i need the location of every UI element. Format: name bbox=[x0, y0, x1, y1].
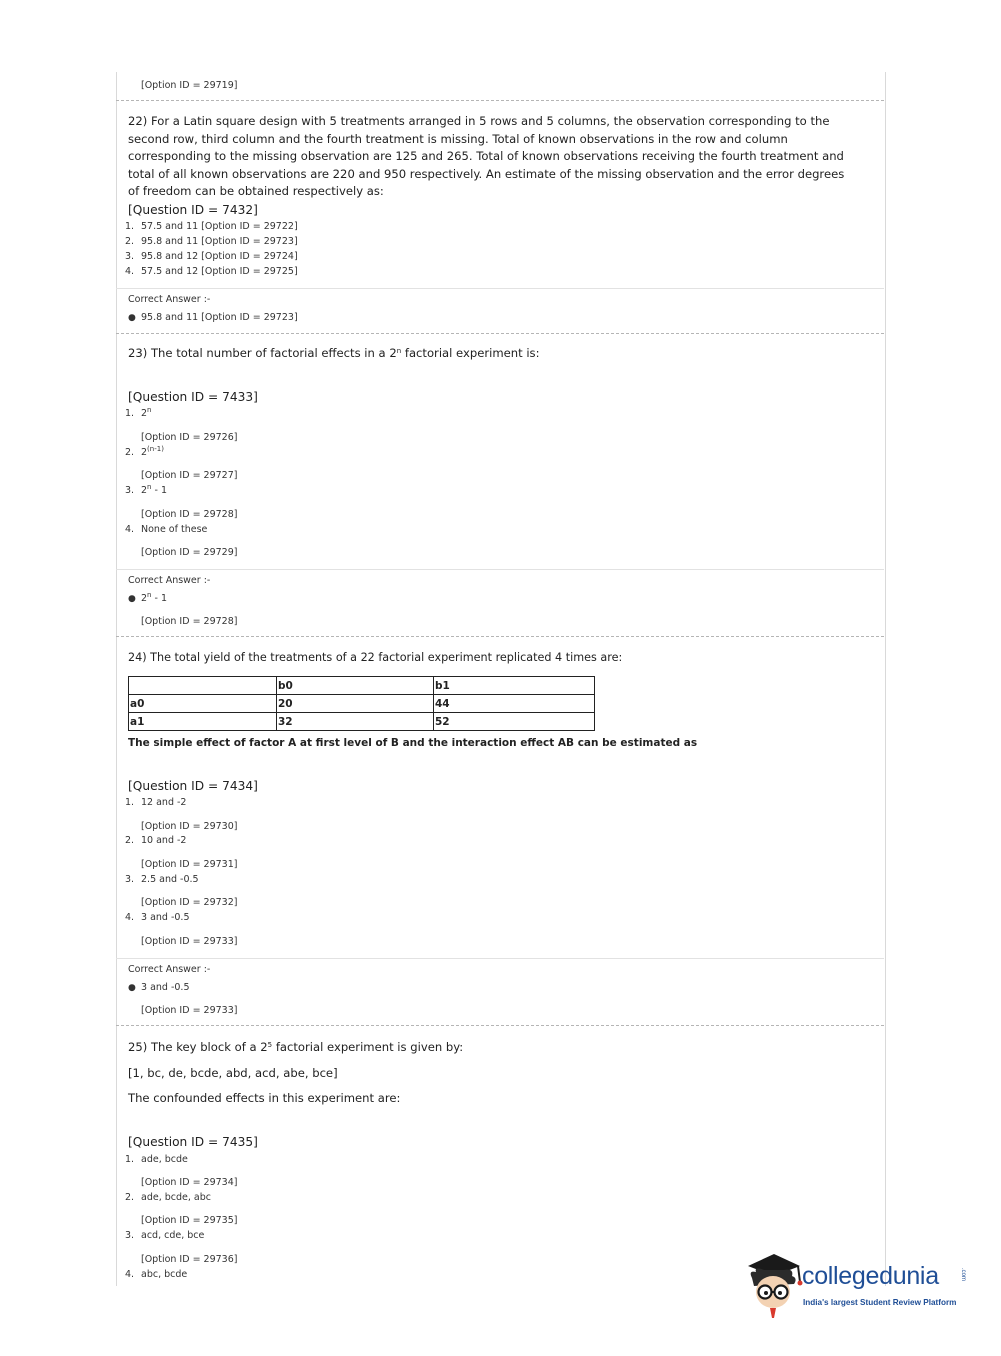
correct-answer-label: Correct Answer :- bbox=[128, 575, 211, 586]
correct-answer-label: Correct Answer :- bbox=[128, 964, 211, 975]
table-cell: 52 bbox=[434, 713, 595, 731]
question-22-line-1: 22) For a Latin square design with 5 treatments arranged in 5 rows and 5 columns, the observation corresponding to the bbox=[128, 114, 830, 128]
key-block: [1, bc, de, bcde, abd, acd, abe, bce] bbox=[128, 1066, 338, 1080]
question-23: 23) The total number of factorial effects in a 2$^n$ factorial experiment is: bbox=[128, 346, 540, 360]
mascot-logo-icon bbox=[740, 1248, 810, 1318]
question-23-id: [Question ID = 7433] bbox=[128, 390, 258, 404]
table-cell: b0 bbox=[277, 677, 434, 695]
table-row bbox=[129, 677, 595, 695]
table-cell: a1 bbox=[129, 713, 277, 731]
question-23-option-3[interactable]: 3. 2$^n$ - 1 bbox=[125, 483, 167, 496]
table-cell: 20 bbox=[277, 695, 434, 713]
question-22-line-2: second row, third column and the fourth treatment is missing. Total of known observations in the row and column bbox=[128, 131, 788, 146]
option-id: [Option ID = 29735] bbox=[141, 1215, 238, 1226]
option-id: [Option ID = 29727] bbox=[141, 470, 238, 481]
question-separator bbox=[116, 636, 884, 637]
table-cell: 44 bbox=[434, 695, 595, 713]
option-id: [Option ID = 29734] bbox=[141, 1177, 238, 1188]
question-22-option-2[interactable]: 2. 95.8 and 11 [Option ID = 29723] bbox=[125, 236, 298, 247]
question-23-option-1[interactable]: 1. 2$^n$ bbox=[125, 406, 152, 419]
answer-divider bbox=[116, 569, 884, 570]
logo-wordmark: collegedunia bbox=[802, 1262, 939, 1290]
table-row bbox=[129, 713, 595, 731]
question-24-option-2[interactable]: 2. 10 and -2 bbox=[125, 835, 187, 846]
correct-answer-23: ● 2$^n$ - 1 bbox=[128, 591, 167, 604]
table-row bbox=[129, 695, 595, 713]
question-25: 25) The key block of a $2^5$ factorial experiment is given by: bbox=[128, 1040, 464, 1054]
correct-answer-24: ● 3 and -0.5 bbox=[128, 982, 190, 993]
question-25-option-2[interactable]: 2. ade, bcde, abc bbox=[125, 1192, 211, 1203]
question-25-option-3[interactable]: 3. acd, cde, bce bbox=[125, 1230, 205, 1241]
answer-divider bbox=[116, 288, 884, 289]
option-id: [Option ID = 29729] bbox=[141, 547, 238, 558]
question-23-option-2[interactable]: 2. 2$^{(n-1)}$ bbox=[125, 445, 164, 458]
option-id: [Option ID = 29733] bbox=[141, 1005, 238, 1016]
question-25-option-4[interactable]: 4. abc, bcde bbox=[125, 1269, 188, 1280]
question-24-option-3[interactable]: 3. 2.5 and -0.5 bbox=[125, 874, 199, 885]
question-24: 24) The total yield of the treatments of a 22 factorial experiment replicated 4 times are: bbox=[128, 651, 623, 664]
option-id: [Option ID = 29731] bbox=[141, 859, 238, 870]
option-id: [Option ID = 29736] bbox=[141, 1254, 238, 1265]
question-22-line-3: corresponding to the missing observation are 125 and 265. Total of known observations receiving the fourth treatment and bbox=[128, 149, 844, 164]
question-separator bbox=[116, 333, 884, 334]
question-25-id: [Question ID = 7435] bbox=[128, 1135, 258, 1149]
confounded-prompt: The confounded effects in this experiment are: bbox=[128, 1091, 401, 1105]
question-24-continued: The simple effect of factor A at first level of B and the interaction effect AB can be estimated as bbox=[128, 737, 698, 749]
option-id-line: [Option ID = 29719] bbox=[141, 80, 238, 91]
table-cell: b1 bbox=[434, 677, 595, 695]
question-22-option-1[interactable]: 1. 57.5 and 11 [Option ID = 29722] bbox=[125, 221, 298, 232]
question-22-option-4[interactable]: 4. 57.5 and 12 [Option ID = 29725] bbox=[125, 266, 298, 277]
yield-table bbox=[128, 676, 595, 731]
answer-divider bbox=[116, 958, 884, 959]
correct-answer-22: ● 95.8 and 11 [Option ID = 29723] bbox=[128, 312, 298, 323]
option-id: [Option ID = 29733] bbox=[141, 936, 238, 947]
question-22-line-4: total of all known observations are 220 and 950 respectively. An estimate of the missing observation and the error degrees bbox=[128, 166, 845, 181]
option-id: [Option ID = 29726] bbox=[141, 432, 238, 443]
question-25-option-1[interactable]: 1. ade, bcde bbox=[125, 1154, 188, 1165]
question-24-option-4[interactable]: 4. 3 and -0.5 bbox=[125, 912, 190, 923]
table-cell: a0 bbox=[129, 695, 277, 713]
correct-answer-label: Correct Answer :- bbox=[128, 294, 211, 305]
question-24-option-1[interactable]: 1. 12 and -2 bbox=[125, 797, 187, 808]
question-separator bbox=[116, 1025, 884, 1026]
option-id: [Option ID = 29728] bbox=[141, 509, 238, 520]
logo-tagline: India's largest Student Review Platform bbox=[803, 1298, 957, 1307]
option-id: [Option ID = 29730] bbox=[141, 821, 238, 832]
question-24-id: [Question ID = 7434] bbox=[128, 779, 258, 793]
question-22-id: [Question ID = 7432] bbox=[128, 203, 258, 217]
question-22 bbox=[128, 113, 878, 201]
table-cell: 32 bbox=[277, 713, 434, 731]
option-id: [Option ID = 29728] bbox=[141, 616, 238, 627]
question-22-line-5: of freedom can be obtained respectively as: bbox=[128, 184, 384, 199]
question-22-option-3[interactable]: 3. 95.8 and 12 [Option ID = 29724] bbox=[125, 251, 298, 262]
logo-suffix: .com bbox=[960, 1268, 966, 1282]
question-separator bbox=[116, 100, 884, 101]
option-id: [Option ID = 29732] bbox=[141, 897, 238, 908]
question-23-option-4[interactable]: 4. None of these bbox=[125, 524, 208, 535]
table-cell bbox=[129, 677, 277, 695]
